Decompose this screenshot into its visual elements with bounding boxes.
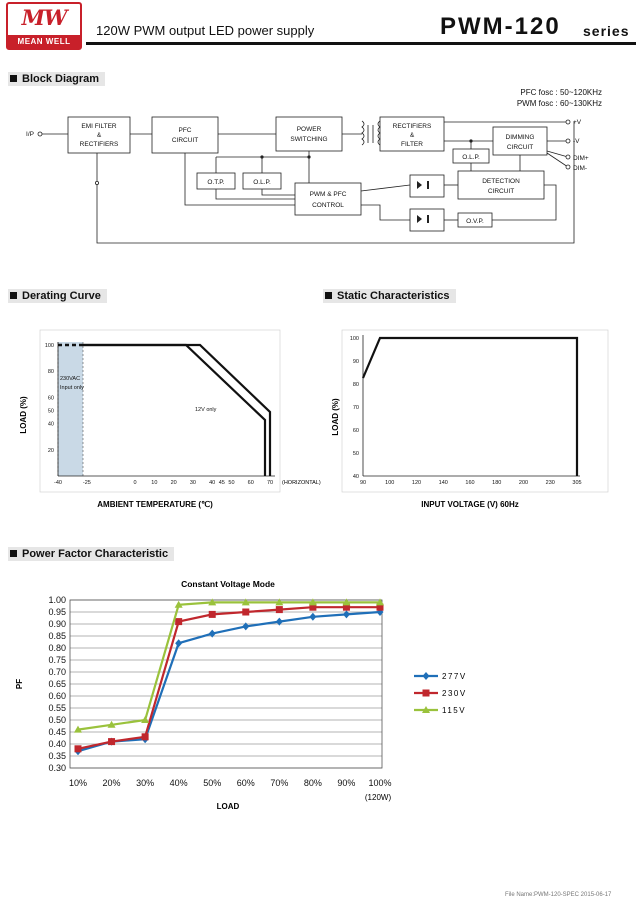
derating-shade-region (58, 342, 83, 476)
pfc-frequency: PFC fosc : 50~120KHz (520, 88, 602, 97)
derating-xlabel-suffix: (HORIZONTAL) (282, 480, 321, 486)
pf-heading: Power Factor Characteristic (8, 547, 174, 561)
derating-xlabel: AMBIENT TEMPERATURE (℃) (97, 500, 213, 509)
pf-y-tick: 0.60 (48, 691, 66, 701)
pf-y-tick: 0.35 (48, 751, 66, 761)
pf-x-tick: 50% (203, 778, 222, 788)
control-label: CONTROL (312, 202, 344, 209)
pf-point-230V (276, 606, 283, 613)
pf-x-tick: 100% (368, 778, 392, 788)
derating-ylabel: LOAD (%) (19, 396, 28, 434)
static-x-tick: 90 (359, 480, 367, 486)
pf-xlabel: LOAD (216, 802, 240, 811)
rectifiers-label: RECTIFIERS (392, 123, 432, 130)
dimming-circuit-label: CIRCUIT (506, 144, 534, 151)
derating-x-tick: 40 (209, 480, 216, 486)
legend-marker-230V (423, 690, 430, 697)
pf-x-tick: 40% (169, 778, 188, 788)
static-x-tick: 160 (465, 480, 475, 486)
pf-y-tick: 1.00 (48, 595, 66, 605)
legend-label-230V: 230V (442, 689, 467, 698)
derating-curve-chart (0, 320, 330, 520)
input-label: I/P (26, 131, 34, 138)
meanwell-logo (6, 2, 82, 50)
pf-point-277V (242, 622, 249, 630)
pf-x-tick: 70% (270, 778, 289, 788)
switching-label: SWITCHING (290, 136, 328, 143)
pf-point-230V (142, 733, 149, 740)
static-x-tick: 230 (545, 480, 555, 486)
rectifiers-amp-label: & (409, 132, 415, 139)
static-y-tick: 60 (352, 428, 359, 434)
pf-y-tick: 0.90 (48, 619, 66, 629)
pf-point-277V (209, 630, 216, 638)
pf-x-tick: 60% (236, 778, 255, 788)
derating-x-tick: 20 (170, 480, 177, 486)
filter-label: FILTER (401, 141, 423, 148)
legend-marker-277V (423, 672, 430, 680)
static-x-tick: 180 (492, 480, 502, 486)
pf-y-tick: 0.30 (48, 763, 66, 773)
static-heading: Static Characteristics (323, 289, 456, 303)
static-y-tick: 50 (352, 451, 359, 457)
derating-curve-12v (83, 345, 265, 476)
static-y-tick: 80 (352, 382, 359, 388)
static-xlabel: INPUT VOLTAGE (V) 60Hz (421, 500, 519, 509)
header-subtitle: 120W PWM output LED power supply (96, 23, 315, 38)
derating-x-tick: 0 (133, 480, 137, 486)
pf-x-tick: 10% (68, 778, 88, 788)
power-label: POWER (296, 126, 322, 133)
dim-pos-label: DIM+ (573, 155, 589, 162)
block-diagram (0, 105, 640, 250)
output-pos-label: +V (573, 119, 582, 126)
static-y-tick: 70 (352, 405, 359, 411)
logo-mark: MW (21, 5, 67, 30)
pf-y-tick: 0.80 (48, 643, 66, 653)
pwm-frequency: PWM fosc : 60~130KHz (516, 99, 602, 108)
footer-filename: File Name:PWM-120-SPEC 2015-06-17 (505, 892, 612, 898)
pf-point-277V (343, 610, 350, 618)
detection-circuit-label: CIRCUIT (487, 188, 515, 195)
pf-y-tick: 0.65 (48, 679, 66, 689)
derating-x-tick: 60 (247, 480, 254, 486)
header-rule (86, 42, 636, 45)
olp-mid-label: O.L.P. (253, 179, 271, 186)
derating-y-tick: 40 (47, 421, 54, 428)
static-y-tick: 40 (352, 474, 359, 480)
series-label: series (583, 23, 630, 39)
shade-label-1: 230VAC (60, 376, 81, 382)
pwm-pfc-label: PWM & PFC (309, 191, 347, 198)
derating-heading: Derating Curve (8, 289, 107, 303)
derating-curve-main (83, 345, 270, 476)
static-x-tick: 120 (411, 480, 422, 486)
derating-x-tick: -40 (54, 480, 62, 486)
pf-chart (0, 570, 640, 820)
pf-x-note: (120W) (364, 793, 392, 802)
pf-point-230V (209, 611, 216, 618)
static-curve (363, 338, 577, 476)
pf-y-tick: 0.40 (48, 739, 66, 749)
pf-point-230V (75, 745, 82, 752)
dimming-label: DIMMING (505, 134, 535, 141)
emi-rectifiers-label: RECTIFIERS (79, 141, 119, 148)
pf-x-tick: 30% (136, 778, 155, 788)
pfc-circuit-label: CIRCUIT (171, 137, 199, 144)
derating-y-tick: 100 (44, 343, 54, 349)
legend-label-277V: 277V (442, 672, 467, 681)
shade-label-2: Input only (60, 385, 84, 391)
pfc-label: PFC (178, 127, 192, 134)
static-x-tick: 305 (572, 480, 582, 486)
legend-label-115V: 115V (442, 706, 467, 715)
static-ylabel: LOAD (%) (331, 398, 340, 436)
pf-point-230V (175, 618, 182, 625)
pf-point-277V (309, 613, 316, 621)
pf-y-tick: 0.45 (48, 727, 66, 737)
pf-y-tick: 0.55 (48, 703, 66, 713)
static-x-tick: 200 (518, 480, 529, 486)
pf-y-tick: 0.75 (48, 655, 66, 665)
emi-amp-label: & (96, 132, 102, 139)
static-x-tick: 140 (438, 480, 448, 486)
pf-x-tick: 80% (303, 778, 322, 788)
pf-point-277V (175, 639, 182, 647)
ovp-label: O.V.P. (466, 218, 484, 225)
pf-x-tick: 90% (337, 778, 356, 788)
pf-point-230V (242, 609, 249, 616)
olp-right-label: O.L.P. (462, 154, 480, 161)
logo-text: MEAN WELL (8, 35, 80, 48)
pf-y-tick: 0.50 (48, 715, 66, 725)
derating-y-tick: 80 (47, 369, 54, 376)
static-y-tick: 100 (349, 336, 359, 342)
pf-point-277V (276, 618, 283, 626)
derating-x-tick: 10 (151, 480, 158, 486)
otp-label: O.T.P. (207, 179, 225, 186)
derating-x-tick: 45 (218, 480, 225, 486)
dim-neg-label: DIM- (573, 165, 588, 172)
pf-series-line-277V (78, 612, 380, 751)
derating-x-tick: -25 (82, 480, 91, 486)
pf-point-230V (108, 738, 115, 745)
pf-y-tick: 0.95 (48, 607, 66, 617)
output-neg-label: -V (573, 138, 580, 145)
curve-label: 12V only (195, 407, 217, 413)
derating-x-tick: 30 (189, 480, 196, 486)
pf-series-line-230V (78, 607, 380, 749)
pf-y-tick: 0.70 (48, 667, 66, 677)
pf-series-line-115V (78, 602, 380, 729)
derating-y-tick: 50 (47, 408, 54, 415)
model-name: PWM-120 (440, 13, 561, 40)
pf-ylabel: PF (15, 678, 24, 690)
static-x-tick: 100 (385, 480, 395, 486)
derating-x-tick: 50 (228, 480, 235, 486)
pf-chart-title: Constant Voltage Mode (181, 579, 275, 589)
static-characteristics-chart (320, 320, 620, 520)
pf-y-tick: 0.85 (48, 631, 66, 641)
static-frame (342, 330, 608, 492)
derating-x-tick: 70 (266, 480, 274, 486)
derating-y-tick: 60 (47, 395, 54, 402)
static-y-tick: 90 (352, 359, 359, 365)
pf-x-tick: 20% (102, 778, 121, 788)
block-diagram-heading: Block Diagram (8, 72, 105, 86)
derating-y-tick: 20 (47, 447, 54, 454)
emi-filter-label: EMI FILTER (81, 123, 117, 130)
detection-label: DETECTION (482, 178, 520, 185)
